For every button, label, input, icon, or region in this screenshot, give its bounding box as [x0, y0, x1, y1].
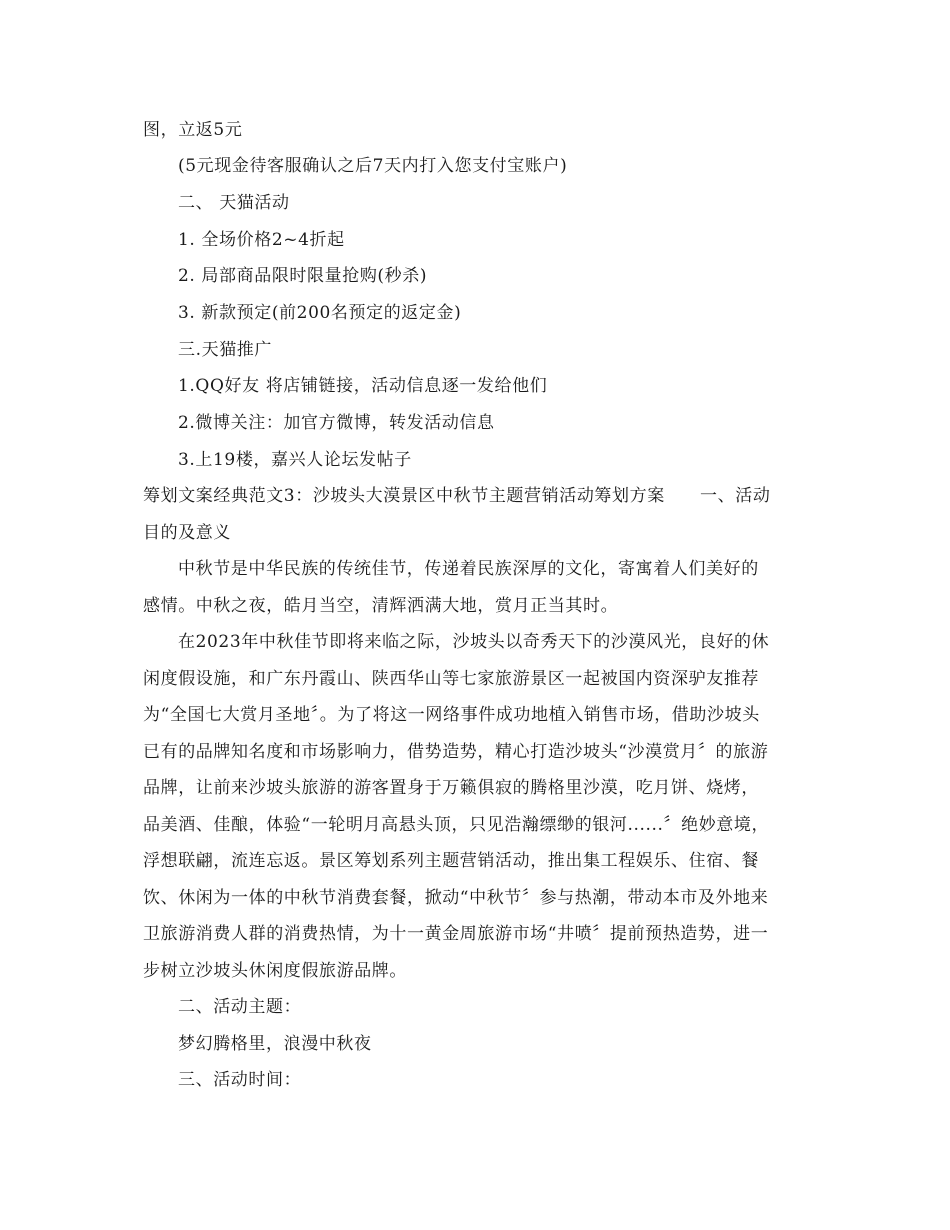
section-heading: 三.天猫推广: [178, 340, 273, 360]
paragraph-line: 卫旅游消费人群的消费热情，为十一黄金周旅游市场“井喷〞提前预热造势，进一: [143, 924, 769, 944]
section-heading: 二、活动主题：: [178, 997, 302, 1017]
section-heading: 二、 天猫活动: [178, 193, 290, 213]
list-item: 3. 新款预定(前200名预定的返定金): [178, 303, 462, 323]
theme-text: 梦幻腾格里，浪漫中秋夜: [178, 1034, 372, 1054]
paragraph-line: 品美酒、佳酿，体验“一轮明月高悬头顶，只见浩瀚缥缈的银河......〞绝妙意境，: [143, 815, 770, 835]
article-title: 筹划文案经典范文3：沙坡头大漠景区中秋节主题营销活动筹划方案 一、活动: [143, 486, 771, 506]
list-item: 1.QQ好友 将店铺链接，活动信息逐一发给他们: [178, 376, 548, 396]
list-item: 2. 局部商品限时限量抢购(秒杀): [178, 266, 428, 286]
paragraph-line: 已有的品牌知名度和市场影响力，借势造势，精心打造沙坡头“沙漠赏月〞的旅游: [143, 742, 769, 762]
paragraph-line: 感情。中秋之夜，皓月当空，清辉洒满大地，赏月正当其时。: [143, 596, 619, 616]
paragraph-line: 饮、休闲为一体的中秋节消费套餐，掀动“中秋节〞参与热潮，带动本市及外地来: [143, 888, 769, 908]
section-heading: 三、活动时间：: [178, 1070, 302, 1090]
article-title-continued: 目的及意义: [143, 523, 231, 543]
list-item: 1. 全场价格2~4折起: [178, 230, 345, 250]
text-line: 图，立返5元: [143, 120, 243, 140]
paragraph-line: 闲度假设施，和广东丹霞山、陕西华山等七家旅游景区一起被国内资深驴友推荐: [143, 669, 759, 689]
paragraph-line: 步树立沙坡头休闲度假旅游品牌。: [143, 961, 407, 981]
list-item: 3.上19楼，嘉兴人论坛发帖子: [178, 450, 412, 470]
paragraph-line: 品牌，让前来沙坡头旅游的游客置身于万籁俱寂的腾格里沙漠，吃月饼、烧烤，: [143, 778, 759, 798]
paragraph-line: 在2023年中秋佳节即将来临之际，沙坡头以奇秀天下的沙漠风光，良好的休: [178, 632, 770, 652]
text-line: (5元现金待客服确认之后7天内打入您支付宝账户): [178, 156, 568, 176]
paragraph-line: 浮想联翩，流连忘返。景区筹划系列主题营销活动，推出集工程娱乐、住宿、餐: [143, 851, 759, 871]
paragraph-line: 为“全国七大赏月圣地〞。为了将这一网络事件成功地植入销售市场，借助沙坡头: [143, 705, 760, 725]
list-item: 2.微博关注：加官方微博，转发活动信息: [178, 413, 495, 433]
paragraph-line: 中秋节是中华民族的传统佳节，传递着民族深厚的文化，寄寓着人们美好的: [178, 559, 759, 579]
